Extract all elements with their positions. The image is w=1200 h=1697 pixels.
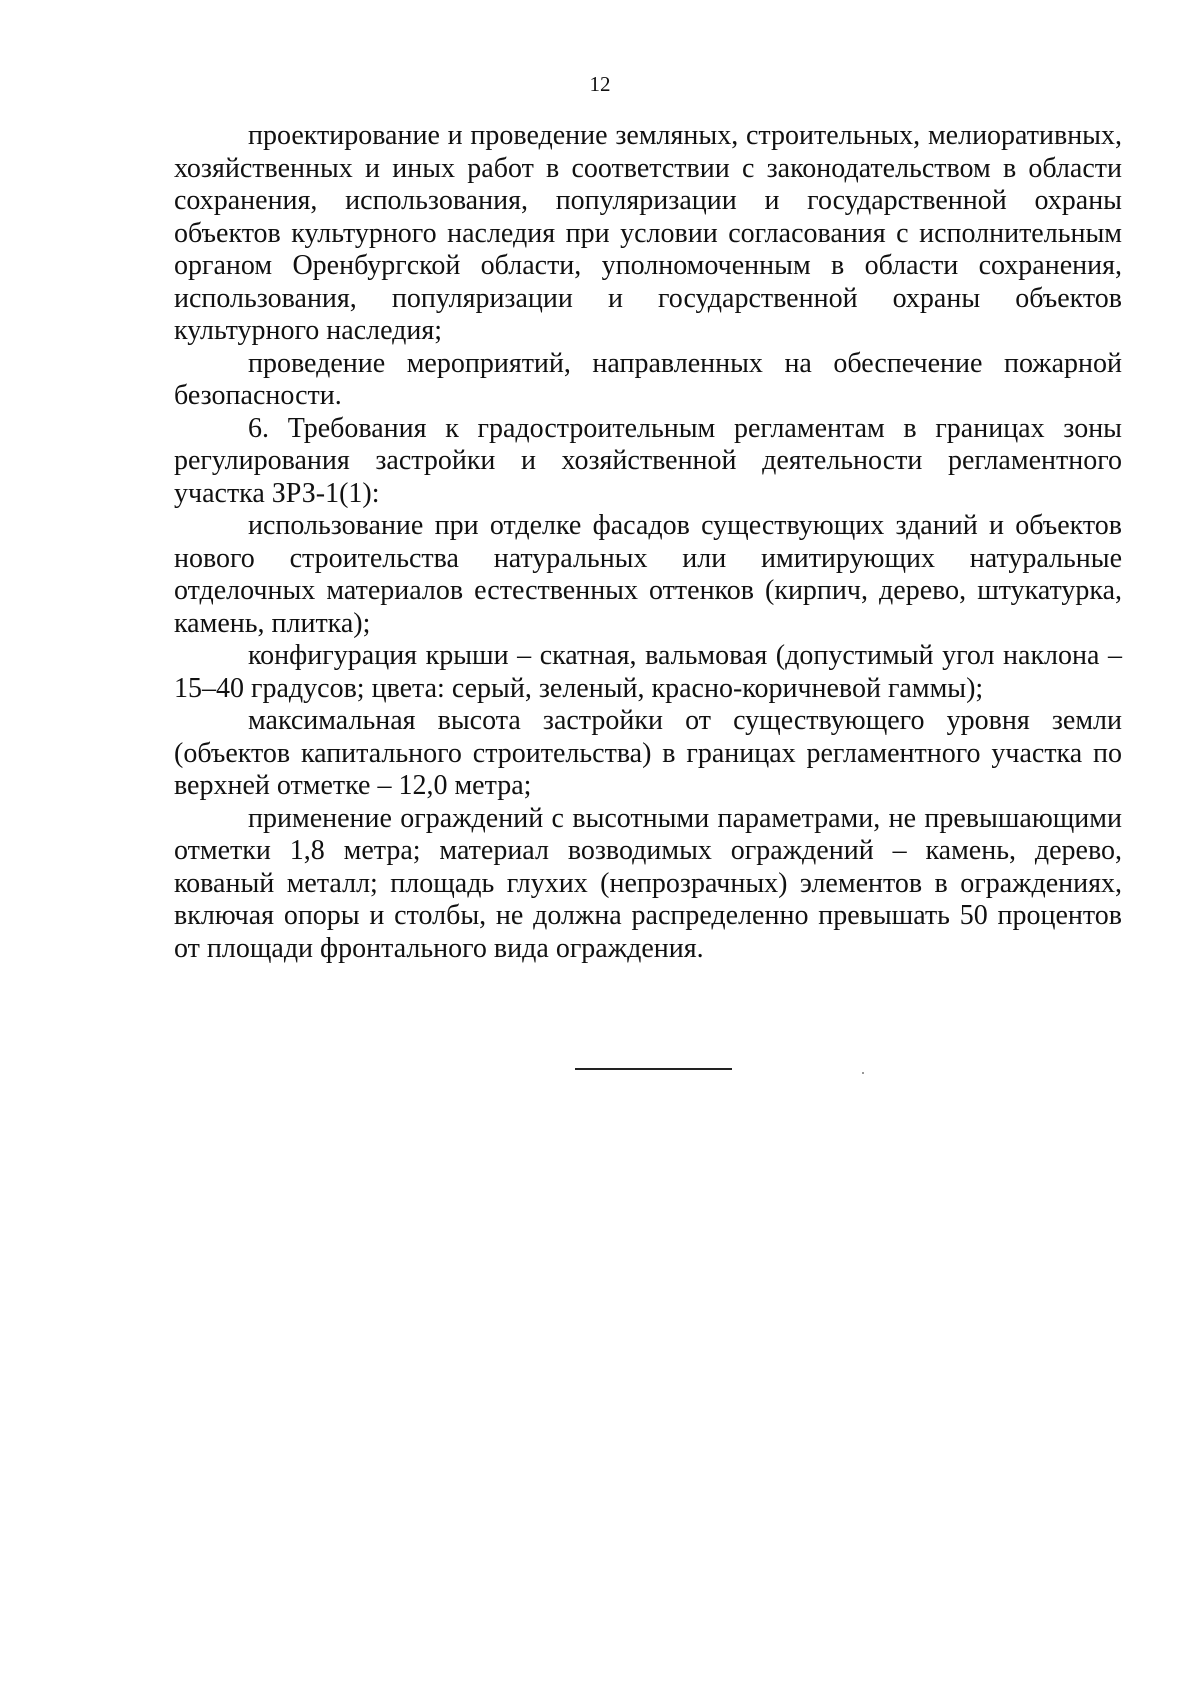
paragraph-section-6-heading: 6. Требования к градостроительным регламентам в границах зоны регулирования застройки и хозяйственной деятельности регламентного участка ЗРЗ-1(1): — [174, 412, 1122, 509]
paragraph-fences: применение ограждений с высотными параметрами, не превышающими отметки 1,8 метра; материал возводимых ограждений – камень, дерево, кованый металл; площадь глухих (непрозрачных) элементов в ограждениях, включая опоры и столбы, не должна распределенно превышать 50 процентов от площади фронтального вида ограждения. — [174, 802, 1122, 964]
end-of-text-rule — [575, 1068, 732, 1070]
page-number: 12 — [589, 72, 611, 96]
document-body — [174, 120, 1122, 965]
paragraph-max-height: максимальная высота застройки от существующего уровня земли (объектов капитального строительства) в границах регламентного участка по верхней отметке – 12,0 метра; — [174, 705, 1122, 801]
scan-speck — [862, 1072, 864, 1074]
paragraph-fire-safety: проведение мероприятий, направленных на обеспечение пожарной безопасности. — [174, 347, 1122, 411]
paragraph-facade-materials: использование при отделке фасадов существующих зданий и объектов нового строительства натуральных или имитирующих натуральные отделочных материалов естественных оттенков (кирпич, дерево, штукатурка, камень, плитка); — [174, 510, 1122, 639]
paragraph-roof-configuration: конфигурация крыши – скатная, вальмовая (допустимый угол наклона – 15–40 градусов; цвета: серый, зеленый, красно-коричневой гаммы); — [174, 640, 1122, 704]
paragraph-earthworks: проектирование и проведение земляных, строительных, мелиоративных, хозяйственных и иных работ в соответствии с законодательством в области сохранения, использования, популяризации и государственной охраны объектов культурного наследия при условии согласования с исполнительным органом Оренбургской области, уполномоченным в области сохранения, использования, популяризации и государственной охраны объектов культурного наследия; — [174, 120, 1122, 346]
